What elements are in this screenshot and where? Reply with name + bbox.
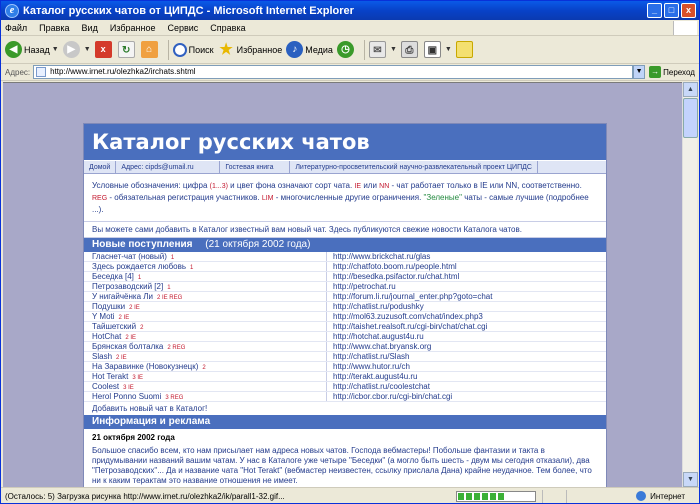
refresh-button[interactable]	[118, 38, 137, 62]
chat-url-link[interactable]: http://hotchat.august4u.ru	[326, 332, 606, 341]
chat-url-link[interactable]: http://chatlist.ru/coolestchat	[326, 382, 606, 391]
back-label: Назад	[24, 44, 50, 55]
menu-favorites[interactable]: Избранное	[109, 22, 156, 33]
legend-more-link[interactable]: чаты - самые лучшие (подробнее ...).	[92, 193, 589, 214]
new-arrivals-date: (21 октября 2002 года)	[205, 239, 311, 250]
legend-text	[84, 174, 606, 221]
nav-guestbook-link[interactable]: Гостевая книга	[220, 161, 290, 173]
site-nav	[84, 160, 606, 174]
globe-icon	[636, 491, 646, 501]
chat-badge: 2 IE	[129, 305, 140, 311]
chat-name-link[interactable]	[84, 272, 326, 281]
chat-badge: 1	[137, 275, 142, 281]
chat-name: Брянская болталка	[92, 342, 164, 351]
window-title: Каталог русских чатов от ЦИПДС - Microsoft Internet Explorer	[23, 4, 354, 17]
print-button[interactable]	[401, 38, 420, 62]
chat-url-link[interactable]: http://www.brickchat.ru/glas	[326, 252, 606, 261]
status-cell	[542, 490, 566, 503]
legend-range: (1...3)	[209, 183, 228, 190]
new-arrivals-header	[84, 238, 606, 252]
legend-text-part: или	[363, 181, 377, 190]
menu-edit[interactable]: Правка	[39, 22, 70, 33]
windows-logo-icon	[673, 21, 697, 35]
stop-icon: x	[95, 41, 112, 58]
chat-name: На Заравинке (Новокузнецк)	[92, 362, 199, 371]
favorites-label: Избранное	[236, 44, 283, 55]
chat-badge: 2 IE REG	[156, 295, 183, 301]
chat-badge: 3 REG	[165, 395, 184, 401]
chat-badge: 3 IE	[132, 375, 143, 381]
legend-text-part: - обязательная регистрация участников.	[109, 193, 260, 202]
toolbar-separator	[168, 40, 169, 60]
go-label: Переход	[663, 67, 695, 77]
messenger-button[interactable]	[456, 38, 475, 62]
go-button[interactable]	[649, 66, 695, 78]
chat-url-link[interactable]: http://chatlist.ru/podushky	[326, 302, 606, 311]
chat-row	[84, 252, 606, 262]
home-button[interactable]	[141, 38, 160, 62]
legend-text-part: - многочисленные другие ограничения.	[275, 193, 422, 202]
ie-logo-icon: e	[5, 4, 19, 18]
page-icon	[36, 67, 46, 77]
refresh-icon: ↻	[118, 41, 135, 58]
edit-button[interactable]	[424, 38, 452, 62]
back-button[interactable]	[5, 38, 59, 62]
chat-name-link[interactable]	[84, 382, 326, 391]
chat-name: Гласнет-чат (новый)	[92, 252, 167, 261]
chat-badge: 1	[190, 265, 194, 271]
chat-badge: 2 IE	[118, 315, 130, 321]
toolbar	[1, 36, 699, 64]
legend-ie: IE	[354, 183, 362, 190]
page-title: Каталог русских чатов	[84, 124, 606, 160]
menu-tools[interactable]: Сервис	[167, 22, 199, 33]
search-icon	[173, 43, 187, 57]
chat-name: Herol Ponno Suomi	[92, 392, 162, 401]
chat-name-link[interactable]	[84, 362, 326, 371]
chat-badge: 2 IE	[116, 355, 127, 361]
loading-progress	[456, 491, 536, 502]
go-arrow-icon: →	[651, 67, 660, 76]
legend-text-part: Условные обозначения: цифра	[92, 181, 208, 190]
chat-badge: 1	[170, 255, 175, 261]
chat-name-link[interactable]	[84, 252, 326, 261]
chat-url-link[interactable]: http://besedka.psifactor.ru/chat.html	[326, 272, 606, 281]
note-icon	[456, 41, 473, 58]
nav-project-link[interactable]: Литературно-просветительский научно-развлекательный проект ЦИПДС	[290, 161, 538, 173]
nav-home-link[interactable]: Домой	[84, 161, 116, 173]
zone-label: Интернет	[650, 491, 685, 501]
nav-email-link[interactable]: Адрес: cipds@umail.ru	[116, 161, 220, 173]
chevron-down-icon[interactable]: ▼	[83, 46, 91, 53]
chat-name-link[interactable]	[84, 372, 326, 381]
home-icon: ⌂	[141, 41, 158, 58]
chat-badge: 2 IE	[125, 335, 137, 341]
menu-file[interactable]: Файл	[5, 22, 28, 33]
chat-name: Петрозаводский [2]	[92, 282, 164, 291]
chat-row	[84, 352, 606, 362]
chat-url-link[interactable]: http://www.chat.bryansk.org	[326, 342, 606, 351]
chat-name: Coolest	[92, 382, 120, 391]
chat-name-link[interactable]	[84, 292, 326, 301]
chat-badge: 2	[202, 365, 206, 371]
chat-url-link[interactable]: http://chatfoto.boom.ru/people.html	[326, 262, 606, 271]
chevron-down-icon[interactable]: ▼	[51, 46, 59, 53]
address-input[interactable]	[33, 65, 633, 79]
chat-name-link[interactable]	[84, 332, 326, 341]
title-bar	[1, 1, 699, 20]
status-message: (Осталось: 5) Загрузка рисунка http://www.irnet.ru/olezhka2/ik/parall1-32.gif...	[5, 491, 285, 501]
chat-list	[84, 252, 606, 402]
catalog-page	[83, 123, 607, 487]
chat-name: Y Moti	[92, 312, 115, 321]
chat-url-link[interactable]: http://mol63.zuzusoft.com/chat/index.php3	[326, 312, 606, 321]
chat-badge: 3 IE	[123, 385, 134, 391]
chat-url-link[interactable]: http://petrochat.ru	[326, 282, 606, 291]
media-icon: ♪	[286, 41, 303, 58]
legend-text-part: и цвет фона означают сорт чата.	[230, 181, 353, 190]
status-cell	[566, 490, 590, 503]
close-button[interactable]: x	[681, 3, 696, 18]
menu-bar	[1, 20, 699, 36]
chat-row	[84, 312, 606, 322]
legend-green: "Зеленые"	[423, 193, 462, 202]
chat-name-link[interactable]	[84, 262, 326, 271]
chat-name: Подушки	[92, 302, 126, 311]
status-bar	[1, 487, 699, 504]
vertical-scrollbar[interactable]	[682, 82, 697, 487]
mail-icon: ✉	[369, 41, 386, 58]
chat-row	[84, 392, 606, 402]
chat-row	[84, 332, 606, 342]
chat-name-link[interactable]	[84, 322, 326, 331]
info-header: Информация и реклама	[84, 415, 606, 429]
address-url: http://www.irnet.ru/olezhka2/irchats.shtml	[50, 67, 196, 76]
chevron-down-icon[interactable]: ▼	[444, 46, 452, 53]
legend-reg: REG	[92, 195, 108, 202]
chat-url-link[interactable]: http://chatlist.ru/Slash	[326, 352, 606, 361]
minimize-button[interactable]: _	[647, 3, 662, 18]
legend-lim: LIM	[261, 195, 274, 202]
chat-url-link[interactable]: http://forum.li.ru/journal_enter.php?goto=chat	[326, 292, 606, 301]
chat-url-link[interactable]: http://www.hutor.ru/ch	[326, 362, 606, 371]
printer-icon: ⎙	[401, 41, 418, 58]
legend-text-part: - чат работает только в IE или NN, соответственно.	[391, 181, 582, 190]
edit-page-icon: ▣	[424, 41, 441, 58]
chat-row	[84, 272, 606, 282]
security-zone	[636, 491, 699, 501]
add-chat-notice[interactable]: Вы можете сами добавить в Каталог известный вам новый чат. Здесь публикуются свежие новости Каталога чатов.	[84, 221, 606, 238]
chat-row	[84, 322, 606, 332]
back-arrow-icon: ◀	[5, 41, 22, 58]
chat-url-link[interactable]: http://icbor.cbor.ru/cgi-bin/chat.cgi	[326, 392, 606, 401]
add-chat-link[interactable]: Добавить новый чат в Каталог!	[92, 404, 208, 413]
chat-row	[84, 362, 606, 372]
address-label: Адрес:	[5, 67, 31, 77]
mail-button[interactable]	[369, 38, 397, 62]
chat-name: HotChat	[92, 332, 122, 341]
chat-badge: 1	[167, 285, 171, 291]
page-viewport	[3, 82, 683, 487]
stop-button[interactable]	[95, 38, 114, 62]
chat-row	[84, 342, 606, 352]
media-label: Медиа	[305, 44, 333, 55]
search-button[interactable]	[173, 38, 214, 62]
chat-url-link[interactable]: http://terakt.august4u.ru	[326, 372, 606, 381]
history-icon: ◷	[337, 41, 354, 58]
chat-name-link[interactable]	[84, 392, 326, 401]
chat-name: Беседка [4]	[92, 272, 134, 281]
chat-badge: 2 REG	[167, 345, 186, 351]
maximize-button[interactable]: □	[664, 3, 679, 18]
chat-name: Hot Terakt	[92, 372, 129, 381]
chat-name: Slash	[92, 352, 113, 361]
new-arrivals-title: Новые поступления	[92, 239, 193, 250]
media-button[interactable]	[286, 38, 333, 62]
chat-name: Тайшетский	[92, 322, 137, 331]
chat-url-link[interactable]: http://taishet.realsoft.ru/cgi-bin/chat/chat.cgi	[326, 322, 606, 331]
forward-arrow-icon: ▶	[63, 41, 80, 58]
chat-name-link[interactable]	[84, 312, 326, 321]
scroll-down-icon[interactable]: ▼	[683, 472, 698, 487]
chat-name-link[interactable]	[84, 342, 326, 351]
news-text: Большое спасибо всем, кто нам присылает нам адреса новых чатов. Господа вебмастеры! Побольше фантазии и такта в придумывании названий вашим чатам. У нас в Каталоге уже четыре "Беседки" (а могло быть шесть - двум мы сегодня отказали), два "Петрозаводских"... Да и название чата "Hot Terakt" (вебмастер неизвестен, ссылку прислала Дана) крайне неудачное. Тем более, что ни к каким терактам это название отношения не имеет.	[92, 446, 592, 485]
menu-view[interactable]: Вид	[81, 22, 98, 33]
scroll-up-icon[interactable]: ▲	[683, 82, 698, 97]
chat-row	[84, 302, 606, 312]
toolbar-separator	[364, 40, 365, 60]
chat-name-link[interactable]	[84, 352, 326, 361]
news-date: 21 октября 2002 года	[92, 433, 175, 442]
address-bar	[1, 64, 699, 81]
address-dropdown[interactable]: ▼	[633, 65, 645, 79]
legend-nn: NN	[379, 183, 390, 190]
chat-name: У нигайчёнка Ли	[92, 292, 153, 301]
chat-name-link[interactable]	[84, 282, 326, 291]
forward-button[interactable]	[63, 38, 91, 62]
history-button[interactable]	[337, 38, 356, 62]
chevron-down-icon[interactable]: ▼	[389, 46, 397, 53]
menu-help[interactable]: Справка	[210, 22, 246, 33]
chat-row	[84, 262, 606, 272]
chat-row	[84, 382, 606, 392]
scroll-thumb[interactable]	[683, 98, 698, 138]
chat-row	[84, 292, 606, 302]
chat-name: Здесь рождается любовь	[92, 262, 187, 271]
search-label: Поиск	[188, 44, 214, 55]
progress-fill	[458, 493, 504, 500]
chat-name-link[interactable]	[84, 302, 326, 311]
chat-badge: 2	[140, 325, 144, 331]
chat-row	[84, 372, 606, 382]
star-icon: ★	[219, 41, 233, 58]
favorites-button[interactable]	[218, 38, 283, 62]
chat-row	[84, 282, 606, 292]
